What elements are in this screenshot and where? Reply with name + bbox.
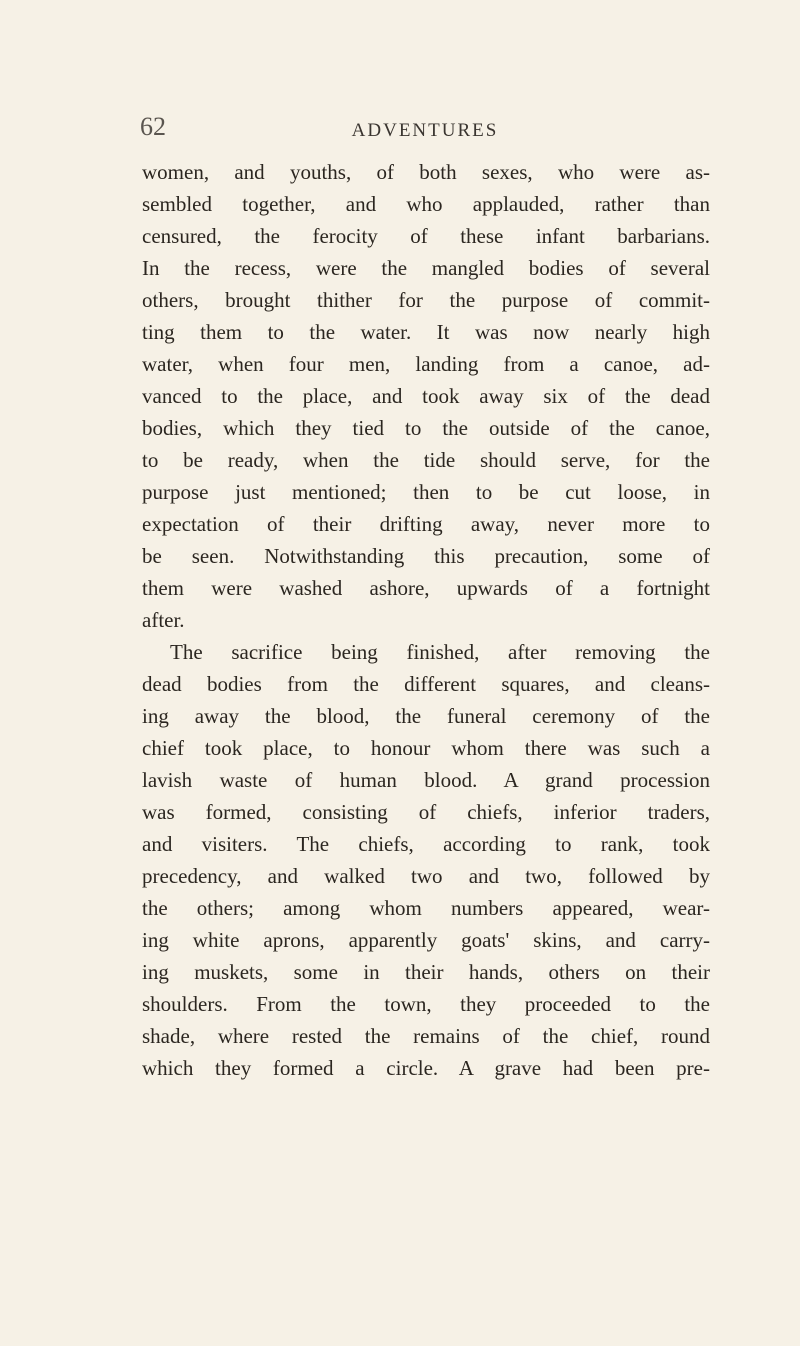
text-line: be seen. Notwithstanding this precaution, some of — [142, 544, 710, 568]
text-line: In the recess, were the mangled bodies of several — [142, 256, 710, 280]
text-line: precedency, and walked two and two, followed by — [142, 864, 710, 888]
running-head: ADVENTURES — [351, 120, 499, 141]
text-line: censured, the ferocity of these infant barbarians. — [142, 224, 710, 248]
text-line: expectation of their drifting away, never more to — [142, 512, 710, 536]
text-line: the others; among whom numbers appeared, wear- — [142, 896, 710, 920]
text-line: ing muskets, some in their hands, others on their — [142, 960, 710, 984]
text-line: shoulders. From the town, they proceeded to the — [142, 992, 710, 1016]
text-line: ting them to the water. It was now nearly high — [142, 320, 710, 344]
text-line: to be ready, when the tide should serve, for the — [142, 448, 710, 472]
text-line: them were washed ashore, upwards of a fortnight — [142, 576, 710, 600]
text-line: sembled together, and who applauded, rather than — [142, 192, 710, 216]
text-line: others, brought thither for the purpose of commit- — [142, 288, 710, 312]
text-line: and visiters. The chiefs, according to rank, took — [142, 832, 710, 856]
text-line: ing white aprons, apparently goats' skins, and carry- — [142, 928, 710, 952]
text-line: which they formed a circle. A grave had been pre- — [142, 1056, 710, 1080]
text-line: shade, where rested the remains of the chief, round — [142, 1024, 710, 1048]
text-line: vanced to the place, and took away six of the dead — [142, 384, 710, 408]
text-line: women, and youths, of both sexes, who were as- — [142, 160, 710, 184]
text-line: chief took place, to honour whom there was such a — [142, 736, 710, 760]
text-line: ing away the blood, the funeral ceremony of the — [142, 704, 710, 728]
text-line: lavish waste of human blood. A grand procession — [142, 768, 710, 792]
text-line: The sacrifice being finished, after removing the — [170, 640, 710, 664]
text-line: water, when four men, landing from a canoe, ad- — [142, 352, 710, 376]
page-number: 62 — [140, 112, 166, 141]
text-line: after. — [142, 608, 185, 632]
text-line: purpose just mentioned; then to be cut loose, in — [142, 480, 710, 504]
text-line: dead bodies from the different squares, and cleans- — [142, 672, 710, 696]
body-text — [142, 156, 710, 1084]
text-line: was formed, consisting of chiefs, inferior traders, — [142, 800, 710, 824]
text-line: bodies, which they tied to the outside of the canoe, — [142, 416, 710, 440]
page-header — [140, 112, 710, 152]
